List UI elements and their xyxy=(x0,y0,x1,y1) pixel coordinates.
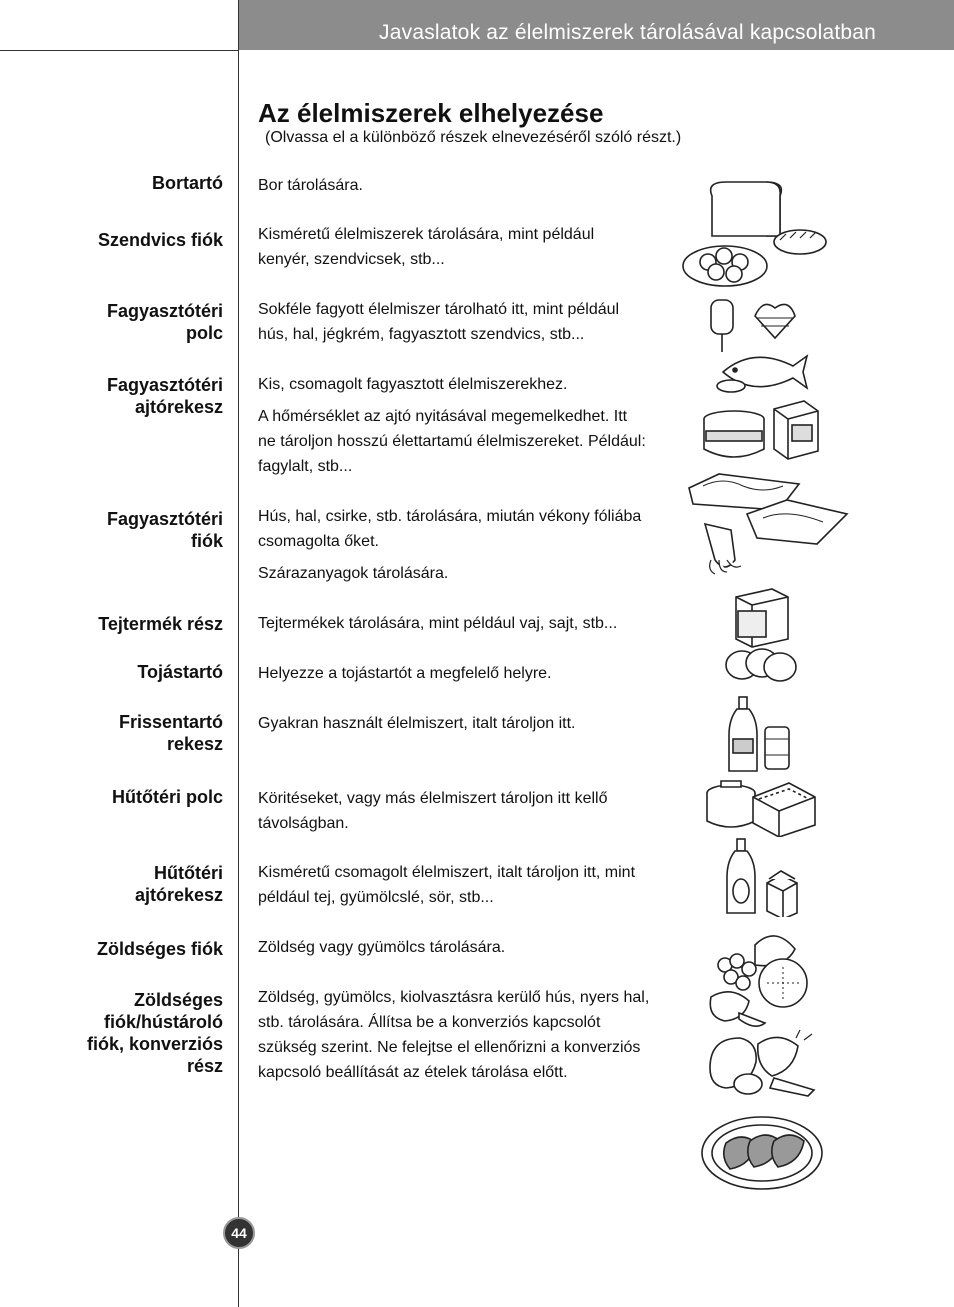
label-hutoteri-ajtorekesz: Hűtőtéri ajtórekesz xyxy=(134,863,223,905)
vertical-rule xyxy=(238,0,239,1307)
desc-fagyasztoteri-fiok-2: Szárazanyagok tárolására. xyxy=(258,565,449,582)
vegetables-icon xyxy=(700,1028,825,1098)
label-szendvics-fiok: Szendvics fiók xyxy=(97,230,223,250)
desc-zoldseges-hustarolo-fiok: Zöldség, gyümölcs, kiolvasztásra kerülő hús, nyers hal, stb. tárolására. Állítsa be a konverziós kapcsolót szükség szerint. Ne felejtse el ellenőrizni a konverziós kapcsoló beállítását az ételek tárolása előtt. xyxy=(258,989,650,1081)
desc-hutoteri-ajtorekesz: Kisméretű csomagolt élelmiszert, italt tároljon itt, mint például tej, gyümölcslé, sör, stb... xyxy=(258,864,636,906)
section-title: Az élelmiszerek elhelyezése xyxy=(258,98,604,128)
food-boxes-icon xyxy=(703,777,818,837)
label-fagyasztoteri-polc: Fagyasztótéri polc xyxy=(106,301,223,343)
bread-sandwich-icon xyxy=(680,178,840,298)
label-zoldseges-hustarolo-fiok: Zöldséges fiók/hústároló fiók, konverziós rész xyxy=(86,990,223,1076)
icecream-fish-icon xyxy=(705,296,815,406)
desc-fagyasztoteri-ajtorekesz-2: A hőmérséklet az ajtó nyitásával megemelkedhet. Itt ne tároljon hosszú élettartamú élelmiszereket. Például: fagylalt, stb... xyxy=(258,408,646,475)
bottle-milk-carton-icon xyxy=(725,837,805,917)
desc-szendvics-fiok: Kisméretű élelmiszerek tárolására, mint például kenyér, szendvicsek, stb... xyxy=(258,226,595,268)
desc-fagyasztoteri-ajtorekesz: Kis, csomagolt fagyasztott élelmiszerekhez. xyxy=(258,376,568,393)
label-bortarto: Bortartó xyxy=(152,173,223,193)
desc-fagyasztoteri-polc: Sokféle fagyott élelmiszer tárolható itt, mint például hús, hal, jégkrém, fagyasztott szendvics, stb... xyxy=(258,301,620,343)
label-tejtermek-resz: Tejtermék rész xyxy=(98,614,223,634)
meat-plate-icon xyxy=(700,1115,825,1193)
fruits-icon xyxy=(705,925,815,1035)
desc-zoldseges-fiok: Zöldség vagy gyümölcs tárolására. xyxy=(258,939,506,956)
label-hutoteri-polc: Hűtőtéri polc xyxy=(112,787,223,807)
header-title: Javaslatok az élelmiszerek tárolásával kapcsolatban xyxy=(379,21,876,44)
label-zoldseges-fiok: Zöldséges fiók xyxy=(96,939,223,959)
label-fagyasztoteri-fiok: Fagyasztótéri fiók xyxy=(106,509,223,551)
page-number: 44 xyxy=(223,1217,255,1249)
header-bar xyxy=(239,0,954,50)
top-rule xyxy=(0,50,239,51)
label-frissentarto-rekesz: Frissentartó rekesz xyxy=(118,712,223,754)
bottle-can-icon xyxy=(725,695,795,775)
desc-tojastarto: Helyezze a tojástartót a megfelelő helyre. xyxy=(258,665,552,682)
butter-eggs-icon xyxy=(718,583,818,688)
frozen-meat-squid-icon xyxy=(683,468,853,583)
desc-tejtermek-resz: Tejtermékek tárolására, mint például vaj, sajt, stb... xyxy=(258,615,618,632)
label-fagyasztoteri-ajtorekesz: Fagyasztótéri ajtórekesz xyxy=(106,375,223,417)
desc-fagyasztoteri-fiok: Hús, hal, csirke, stb. tárolására, miután vékony fóliába csomagolta őket. xyxy=(258,508,642,550)
desc-bortarto: Bor tárolására. xyxy=(258,177,363,194)
label-tojastarto: Tojástartó xyxy=(137,662,223,682)
containers-icon xyxy=(700,395,825,465)
desc-hutoteri-polc: Köritéseket, vagy más élelmiszert tároljon itt kellő távolságban. xyxy=(258,790,608,832)
section-subtitle: (Olvassa el a különböző részek elnevezéséről szóló részt.) xyxy=(265,129,682,146)
desc-frissentarto-rekesz: Gyakran használt élelmiszert, italt tároljon itt. xyxy=(258,715,576,732)
